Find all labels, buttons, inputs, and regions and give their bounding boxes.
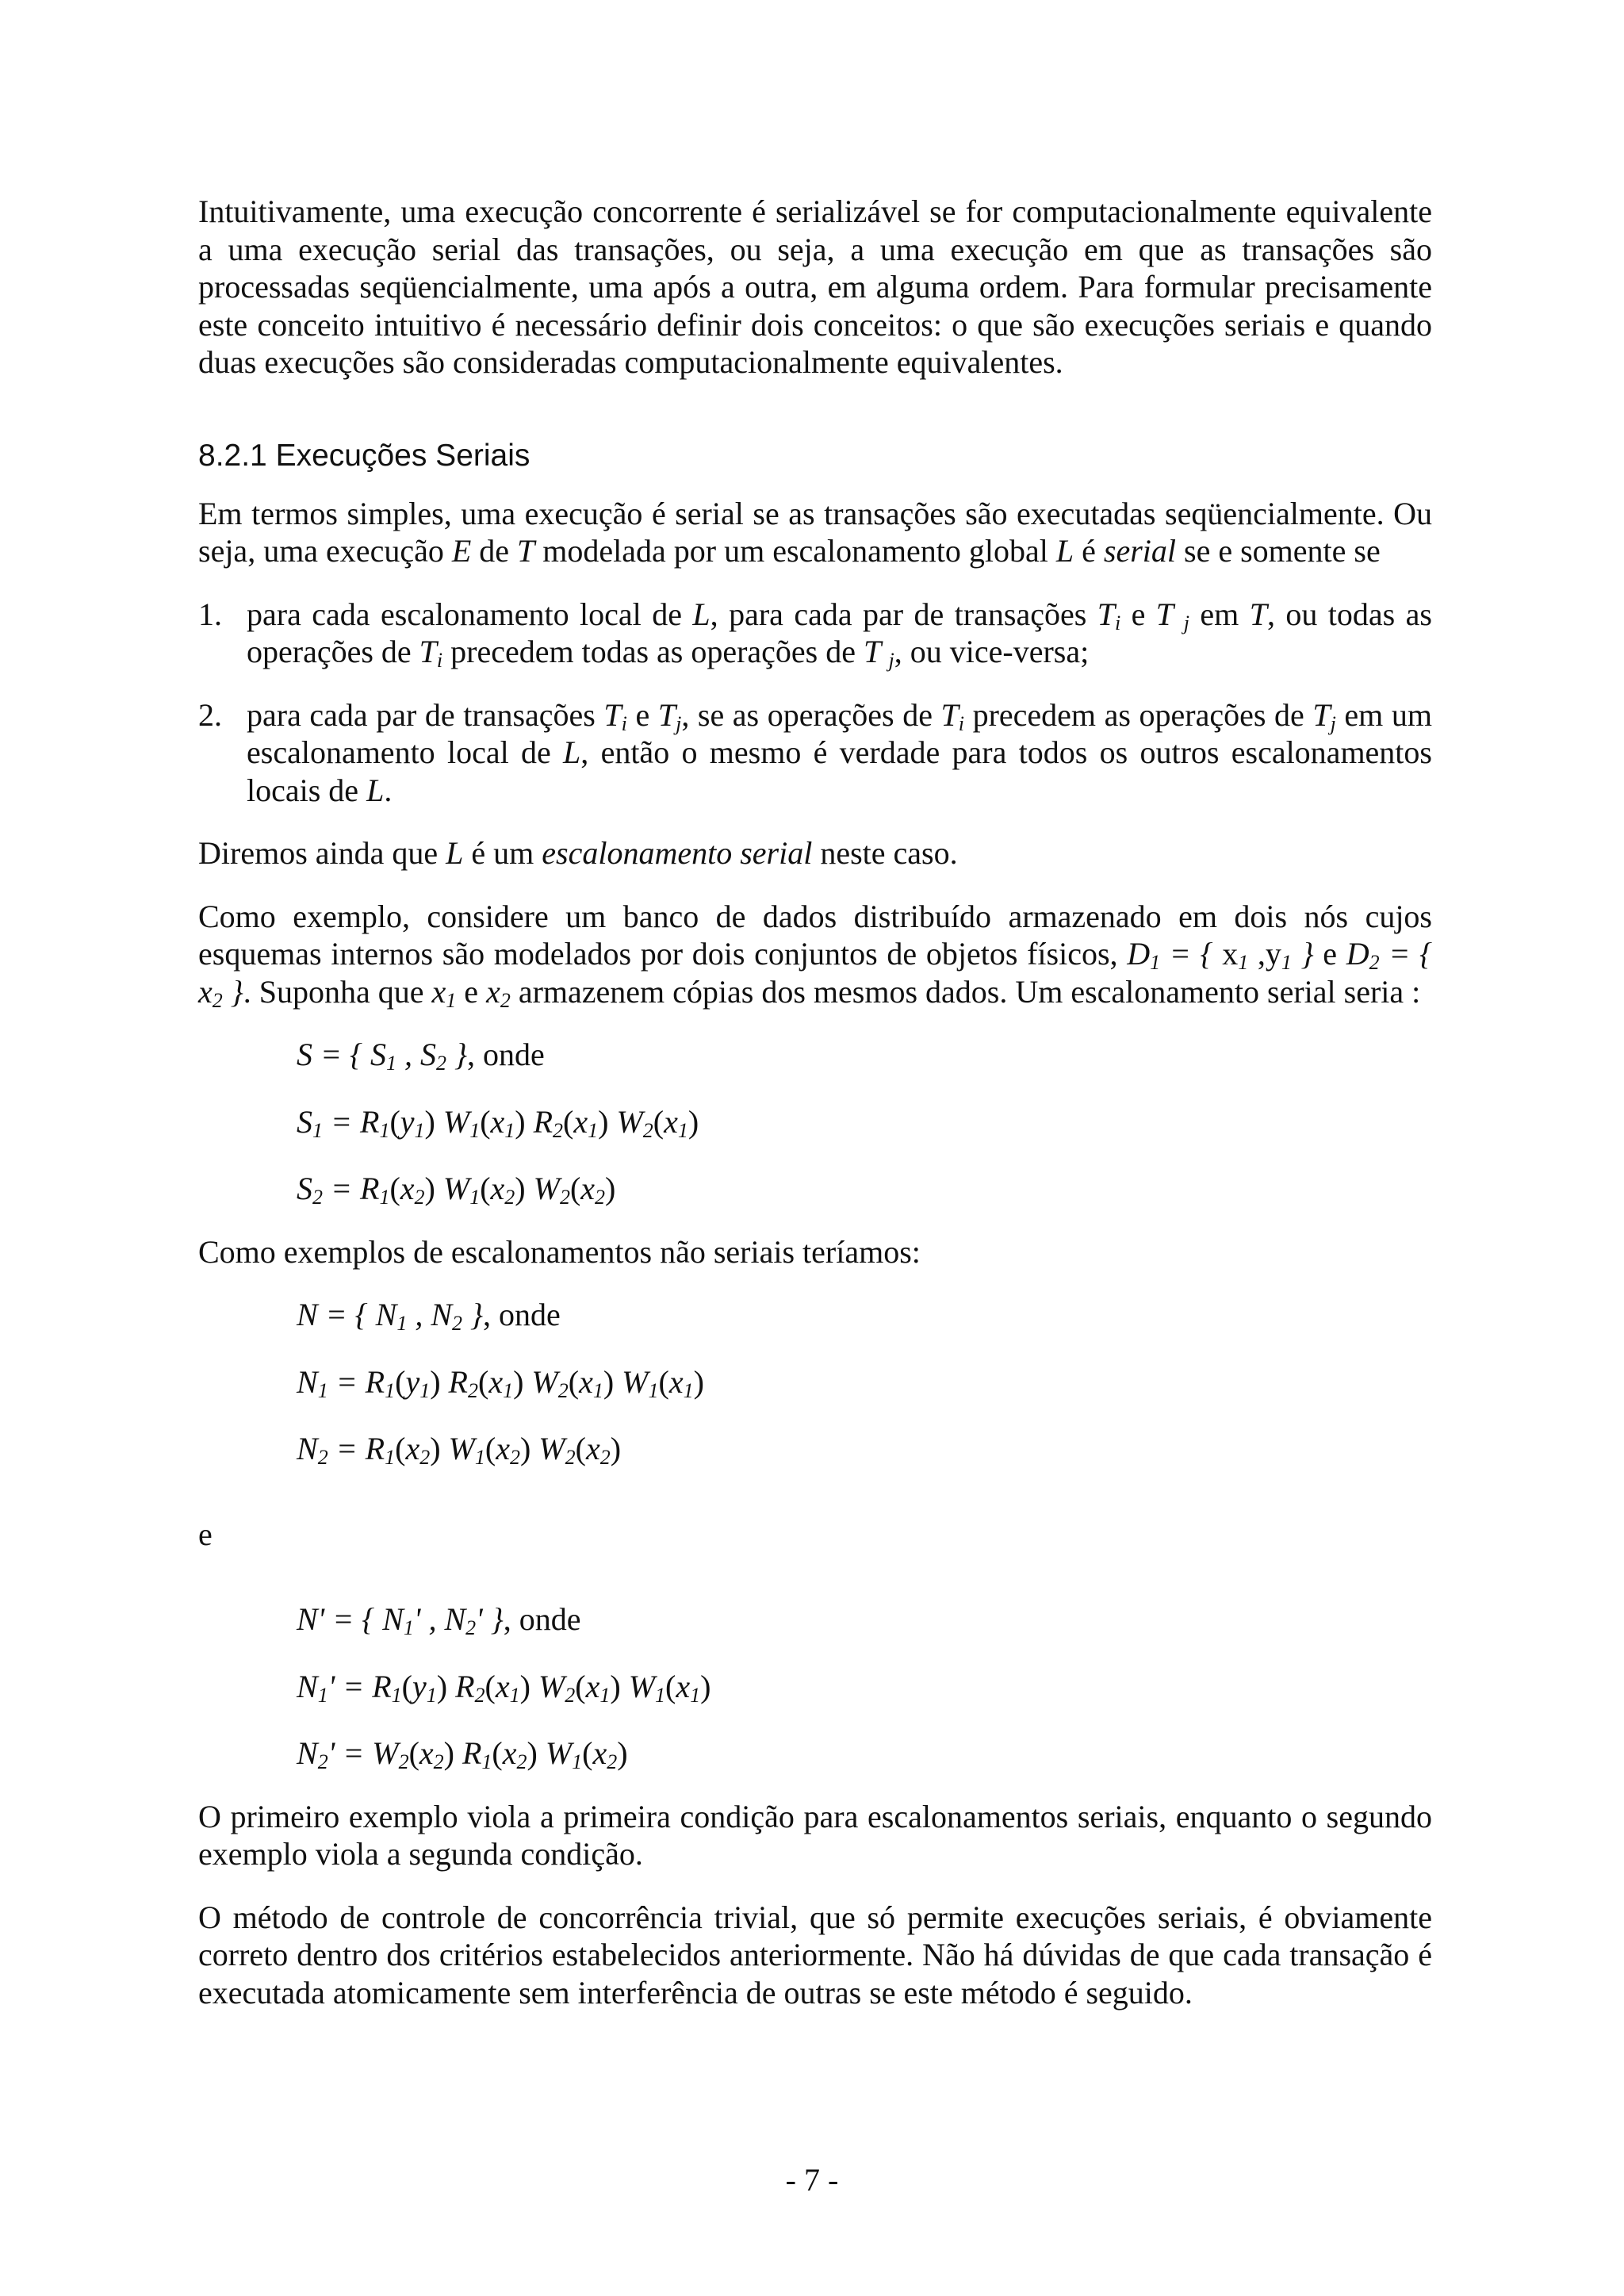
schedule-s2: $S_2 = R_1(x_2)$ $W_1(x_2)$ $W_2(x_2)$ xyxy=(297,1171,616,1209)
serial-schedule-paragraph: Diremos ainda que L é um escalonamento serial neste caso. xyxy=(198,835,958,871)
final-paragraph: O método de controle de concorrência trivial, que só permite execuções seriais, é obviamente correto dentro dos critérios estabelecidos anteriormente. Não há dúvidas de que cada transação é executada atomicamente sem interferência de outras se este método é seguido. xyxy=(198,1899,1432,2010)
schedule-n1-prime: $N_1' = R_1(y_1)$ $R_2(x_1)$ $W_2(x_1)$ $W_1(x_1)$ xyxy=(297,1668,711,1707)
schedule-s: S = { $S_1$ , $S_2$ }, onde xyxy=(297,1037,545,1075)
intro-paragraph: Intuitivamente, uma execução concorrente é serializável se for computacionalmente equivalente a uma execução serial das transações, ou seja, a uma execução em que as transações são processadas seqüencialmente, uma após a outra, em alguma ordem. Para formular precisamente este conceito intuitivo é necessário definir dois conceitos: o que são execuções seriais e quando duas execuções são consideradas computacionalmente equivalentes. xyxy=(198,194,1432,380)
schedule-n2-prime: $N_2' = W_2(x_2)$ $R_1(x_2)$ $W_1(x_2)$ xyxy=(297,1735,628,1773)
schedule-n-prime: N' = { $N_1'$ , $N_2'$ }, onde xyxy=(297,1601,581,1639)
serial-definition-paragraph: Em termos simples, uma execução é serial se as transações são executadas seqüencialmente. Ou seja, uma execução E de T modelada por um escalonamento global L é serial se e somente se xyxy=(198,495,1432,569)
schedule-n: N = { $N_1$ , $N_2$ }, onde xyxy=(297,1297,561,1335)
non-serial-intro: Como exemplos de escalonamentos não seriais teríamos: xyxy=(198,1233,921,1270)
condition-item-2: 2. para cada par de transações $T_i$ e $T_j$, se as operações de $T_i$ precedem as operações de $T_j$ em um escalonamento local de L, então o mesmo é verdade para todos os outros escalonamentos locais de L. xyxy=(198,696,1432,808)
schedule-n1: $N_1 = R_1(y_1)$ $R_2(x_1)$ $W_2(x_1)$ $W_1(x_1)$ xyxy=(297,1363,704,1402)
conditions-list xyxy=(198,596,1432,810)
page-number: - 7 - xyxy=(785,2162,839,2198)
conclusion-paragraph: O primeiro exemplo viola a primeira condição para escalonamentos seriais, enquanto o segundo exemplo viola a segunda condição. xyxy=(198,1798,1432,1872)
schedule-n2: $N_2 = R_1(x_2)$ $W_1(x_2)$ $W_2(x_2)$ xyxy=(297,1431,622,1469)
conjunction-e: e xyxy=(198,1516,213,1552)
document-page xyxy=(198,193,1432,2011)
condition-item-1: 1. para cada escalonamento local de L, para cada par de transações $T_i$ e T $_j$ em T, ou todas as operações de $T_i$ precedem todas as operações de T $_j$, ou vice-versa; xyxy=(198,596,1432,672)
example-paragraph: Como exemplo, considere um banco de dados distribuído armazenado em dois nós cujos esquemas internos são modelados por dois conjuntos de objetos físicos, $D_1$ = { $x_1$ $,y_1$ } e $D_2$ = { $x_2$ }. Suponha que $x_1$ e $x_2$ armazenem cópias dos mesmos dados. Um escalonamento serial seria : xyxy=(198,898,1432,1012)
section-heading: 8.2.1 Execuções Seriais xyxy=(198,438,530,473)
schedule-s1: $S_1 = R_1(y_1)$ $W_1(x_1)$ $R_2(x_1)$ $W_2(x_1)$ xyxy=(297,1103,699,1142)
